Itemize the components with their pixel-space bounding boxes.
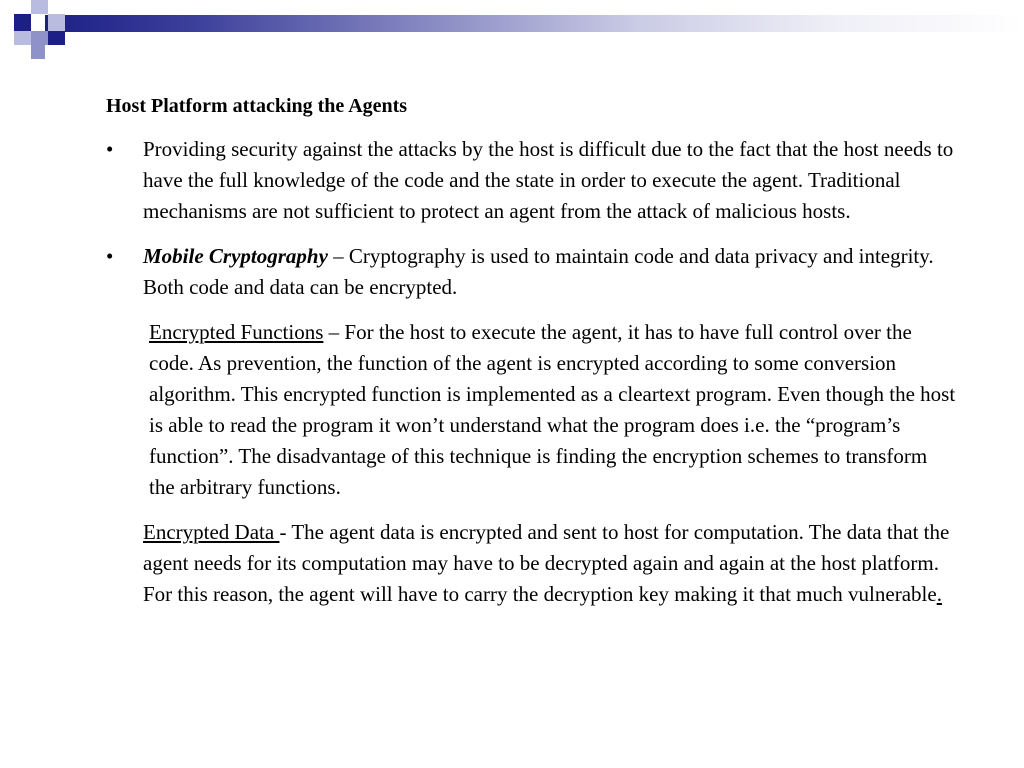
bullet-item: [106, 134, 956, 227]
bullet-marker: •: [106, 244, 114, 268]
light-square: [14, 31, 31, 45]
bullet-text: – Cryptography is used to maintain code and data privacy and integrity. Both code and data can be encrypted.: [143, 244, 934, 299]
navy-square: [14, 14, 31, 31]
sub-paragraph-term: Encrypted Data: [143, 520, 280, 544]
bullet-lead-term: Mobile Cryptography: [143, 244, 328, 268]
sub-paragraph-text: – For the host to execute the agent, it has to have full control over the code. As prevention, the function of the agent is encrypted according to some conversion algorithm. This encrypted function is implemented as a cleartext program. Even though the host is able to read the program it won’t understand what the program does i.e. the “program’s function”. The disadvantage of this technique is finding the encryption schemes to transform the arbitrary functions.: [149, 320, 956, 499]
sub-paragraph-encrypted-data: [106, 517, 956, 610]
slide-heading: Host Platform attacking the Agents: [106, 95, 408, 117]
header-gradient-band: [45, 15, 1024, 32]
sub-paragraph-trailing: .: [936, 582, 942, 606]
bullet-marker: •: [106, 137, 114, 161]
mid-square: [31, 45, 45, 59]
bullet-text: Providing security against the attacks by the host is difficult due to the fact that the host needs to have the full knowledge of the code and the state in order to execute the agent. Traditional mechanisms are not sufficient to protect an agent from the attack of malicious hosts.: [143, 137, 954, 223]
mid-square: [31, 31, 48, 45]
light-square: [48, 14, 65, 31]
slide-body: [106, 92, 956, 624]
bullet-item: [106, 241, 956, 303]
light-square: [31, 0, 48, 14]
navy-square: [48, 31, 65, 45]
sub-paragraph-text: - The agent data is encrypted and sent to host for computation. The data that the agent needs for its computation may have to be decrypted again and again at the host platform. For this reason, the agent will have to carry the decryption key making it that much vulnerable: [143, 520, 950, 606]
sub-paragraph-encrypted-functions: [106, 317, 956, 503]
sub-paragraph-term: Encrypted Functions: [149, 320, 324, 344]
